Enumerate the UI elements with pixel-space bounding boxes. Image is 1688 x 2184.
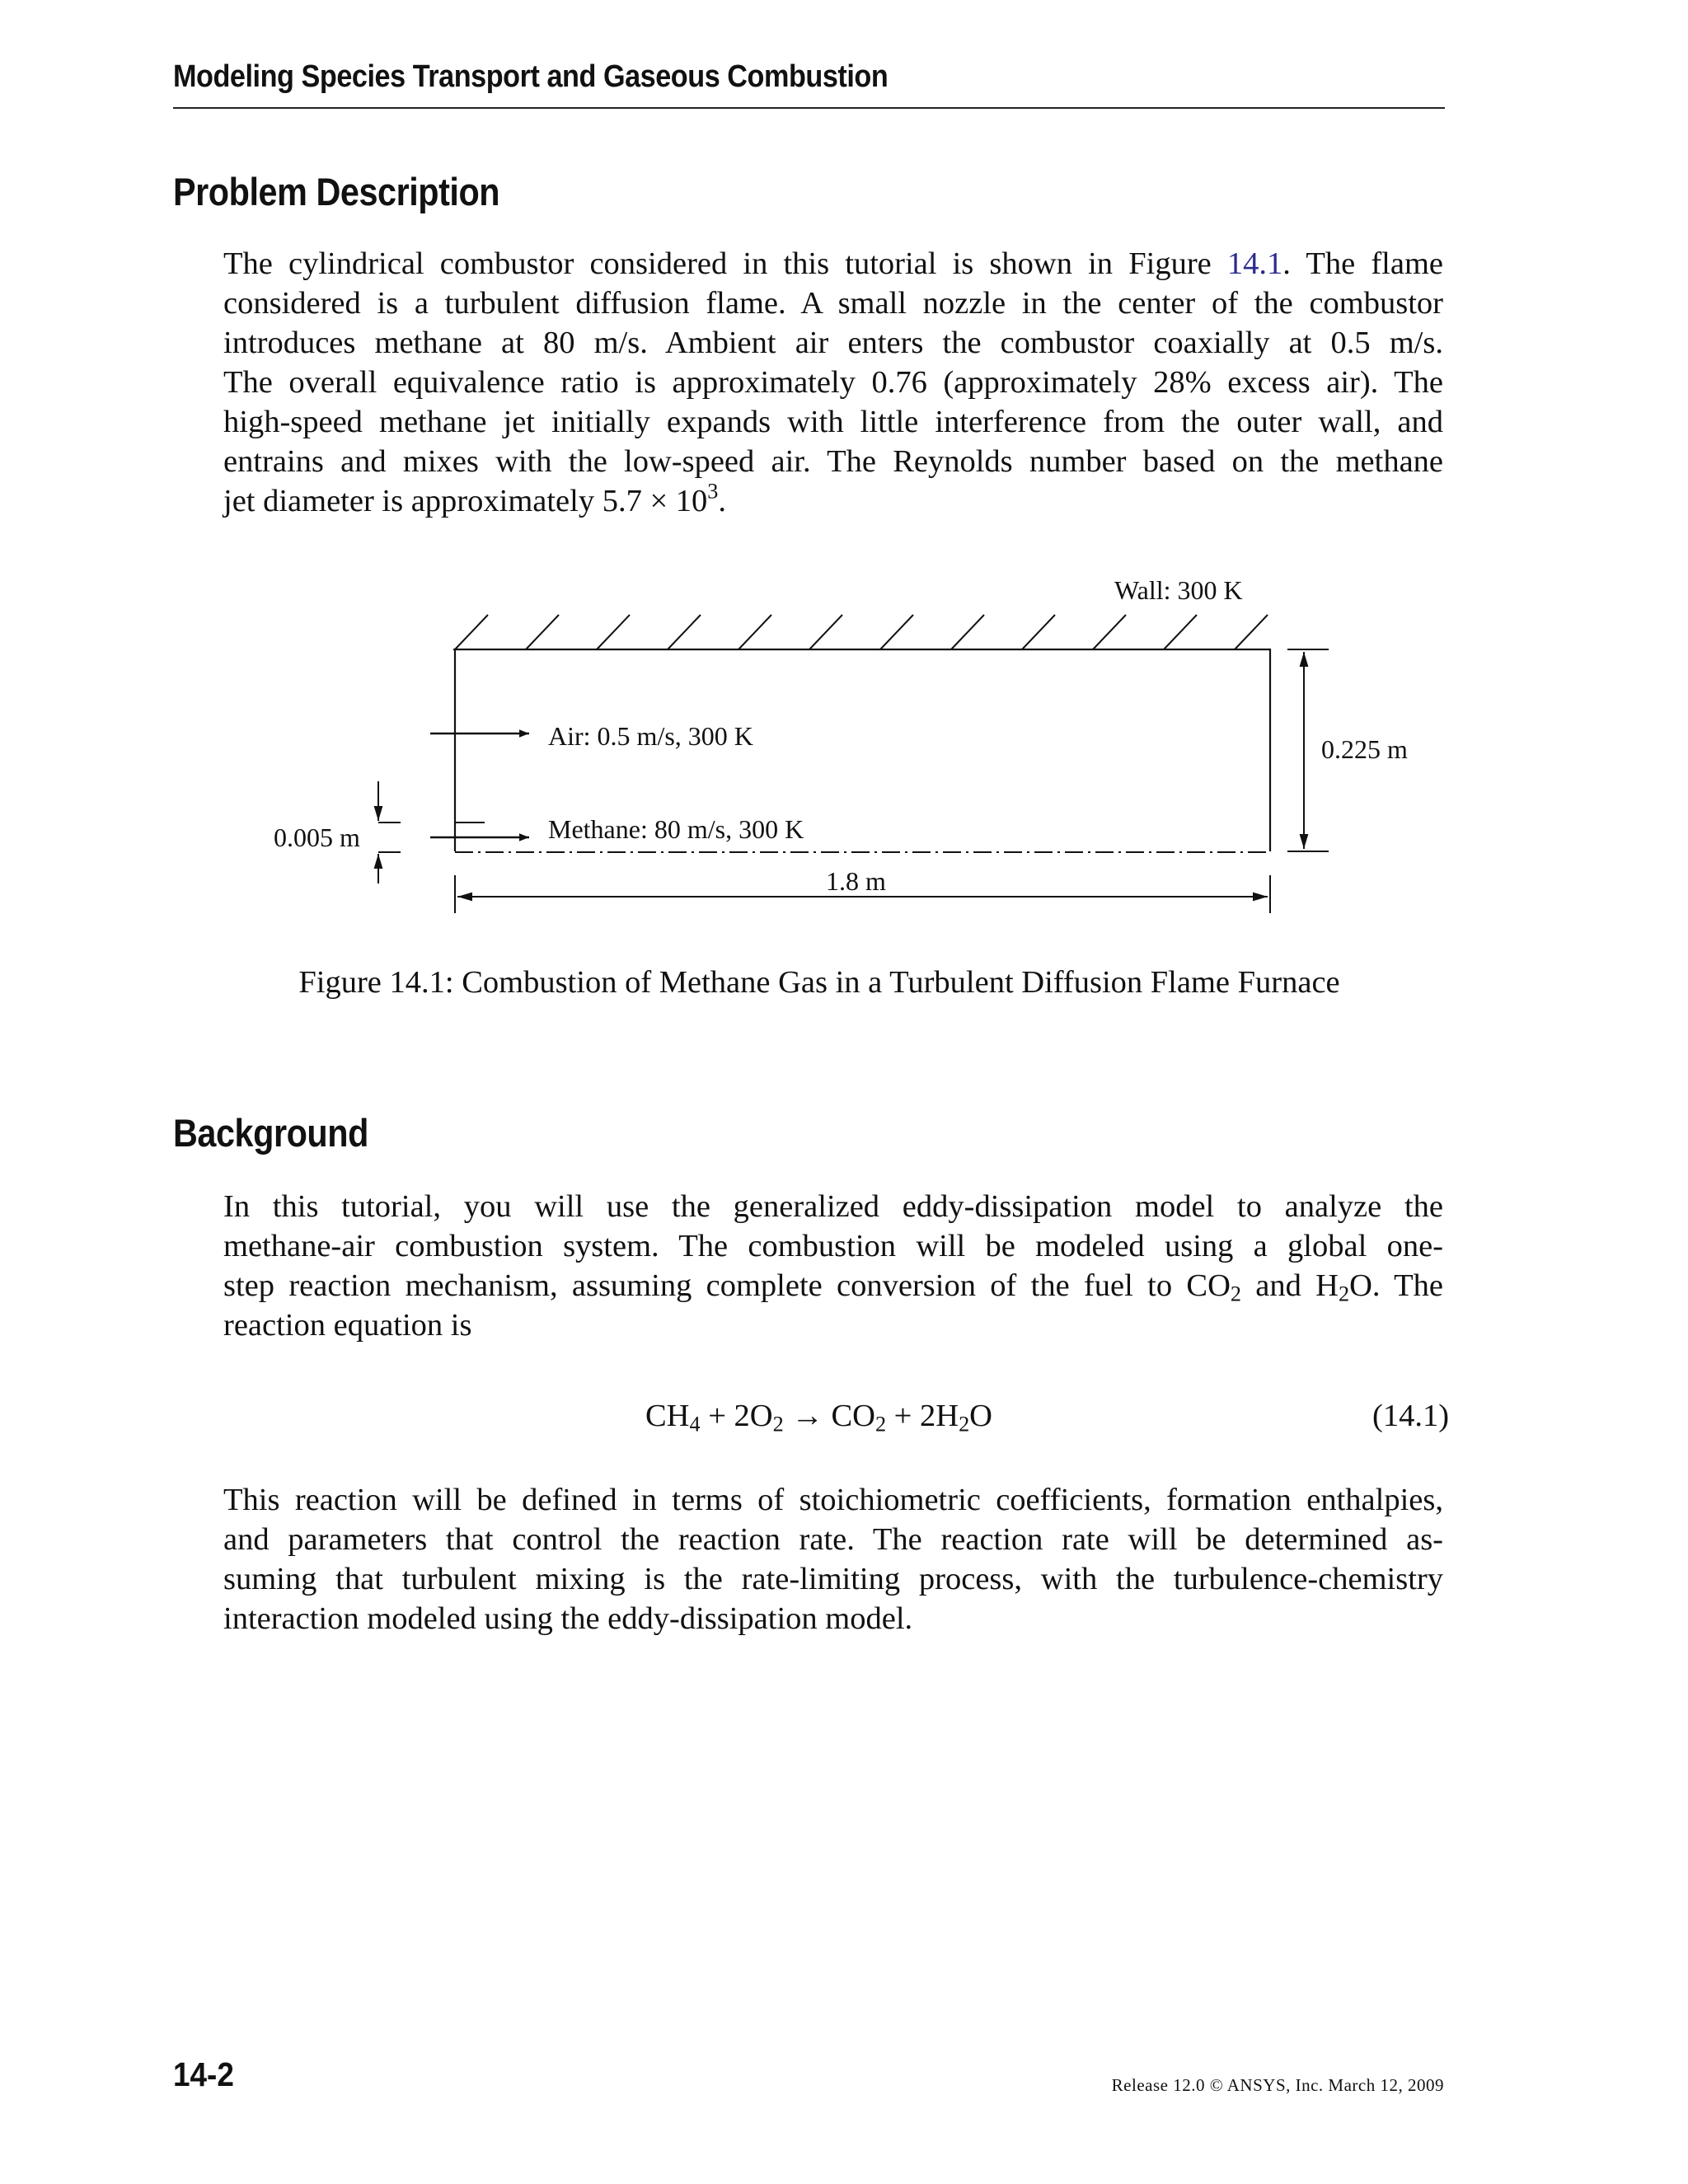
paragraph-line: considered is a turbulent diffusion flame. A small nozzle in the center of the combustor (223, 286, 1443, 321)
header-rule (173, 107, 1445, 109)
combustor-diagram (0, 560, 1688, 940)
paragraph-line: introduces methane at 80 m/s. Ambient air enters the combustor coaxially at 0.5 m/s. (223, 326, 1443, 360)
equation-number: (14.1) (1372, 1399, 1450, 1433)
paragraph-line: step reaction mechanism, assuming complete conversion of the fuel to $CO_2$ and $H_2O$. The (223, 1268, 1443, 1306)
paragraph-line: interaction modeled using the eddy-dissipation model. (223, 1601, 913, 1636)
paragraph-line: jet diameter is approximately $5.7 \times 10^3$. (223, 479, 727, 518)
figure-caption: Figure 14.1: Combustion of Methane Gas in a Turbulent Diffusion Flame Furnace (298, 965, 1340, 1000)
reaction-equation: $CH_4 + 2O_2 \to CO_2 + 2H_2O$ (645, 1399, 992, 1436)
length-label: 1.8 m (826, 866, 886, 896)
background-paragraph-1 (223, 1187, 1443, 1345)
paragraph-line: In this tutorial, you will use the generalized eddy-dissipation model to analyze the (223, 1189, 1443, 1224)
height-label: 0.225 m (1321, 734, 1408, 764)
air-label: Air: 0.5 m/s, 300 K (548, 721, 753, 751)
paragraph-line: reaction equation is (223, 1308, 472, 1343)
paragraph-line: The overall equivalence ratio is approximately 0.76 (approximately 28% excess air). The (223, 365, 1443, 400)
running-header: Modeling Species Transport and Gaseous Combustion (173, 59, 889, 94)
paragraph-line: entrains and mixes with the low-speed air. The Reynolds number based on the methane (223, 444, 1443, 479)
nozzle-dimension (378, 781, 401, 883)
section-title-problem-description: Problem Description (173, 170, 500, 213)
paragraph-line: suming that turbulent mixing is the rate-limiting process, with the turbulence-chemistry (223, 1562, 1443, 1596)
background-paragraph-2 (223, 1480, 1443, 1638)
figure-link[interactable]: 14.1 (1226, 246, 1283, 281)
paragraph-line: and parameters that control the reaction rate. The reaction rate will be determined as- (223, 1522, 1443, 1557)
nozzle-label: 0.005 m (274, 823, 360, 852)
methane-label: Methane: 80 m/s, 300 K (548, 814, 804, 844)
page-number: 14-2 (173, 2055, 234, 2093)
wall-hatching (455, 615, 1268, 649)
problem-paragraph (223, 244, 1443, 521)
section-title-background: Background (173, 1111, 368, 1155)
paragraph-line: The cylindrical combustor considered in this tutorial is shown in Figure 14.1. The flame (223, 246, 1443, 281)
paragraph-line: high-speed methane jet initially expands with little interference from the outer wall, and (223, 405, 1443, 439)
release-footer: Release 12.0 © ANSYS, Inc. March 12, 2009 (1111, 2075, 1444, 2095)
paragraph-line: This reaction will be defined in terms of stoichiometric coefficients, formation enthalpies, (223, 1483, 1443, 1517)
paragraph-line: methane-air combustion system. The combustion will be modeled using a global one- (223, 1229, 1443, 1263)
wall-label: Wall: 300 K (1114, 575, 1243, 605)
